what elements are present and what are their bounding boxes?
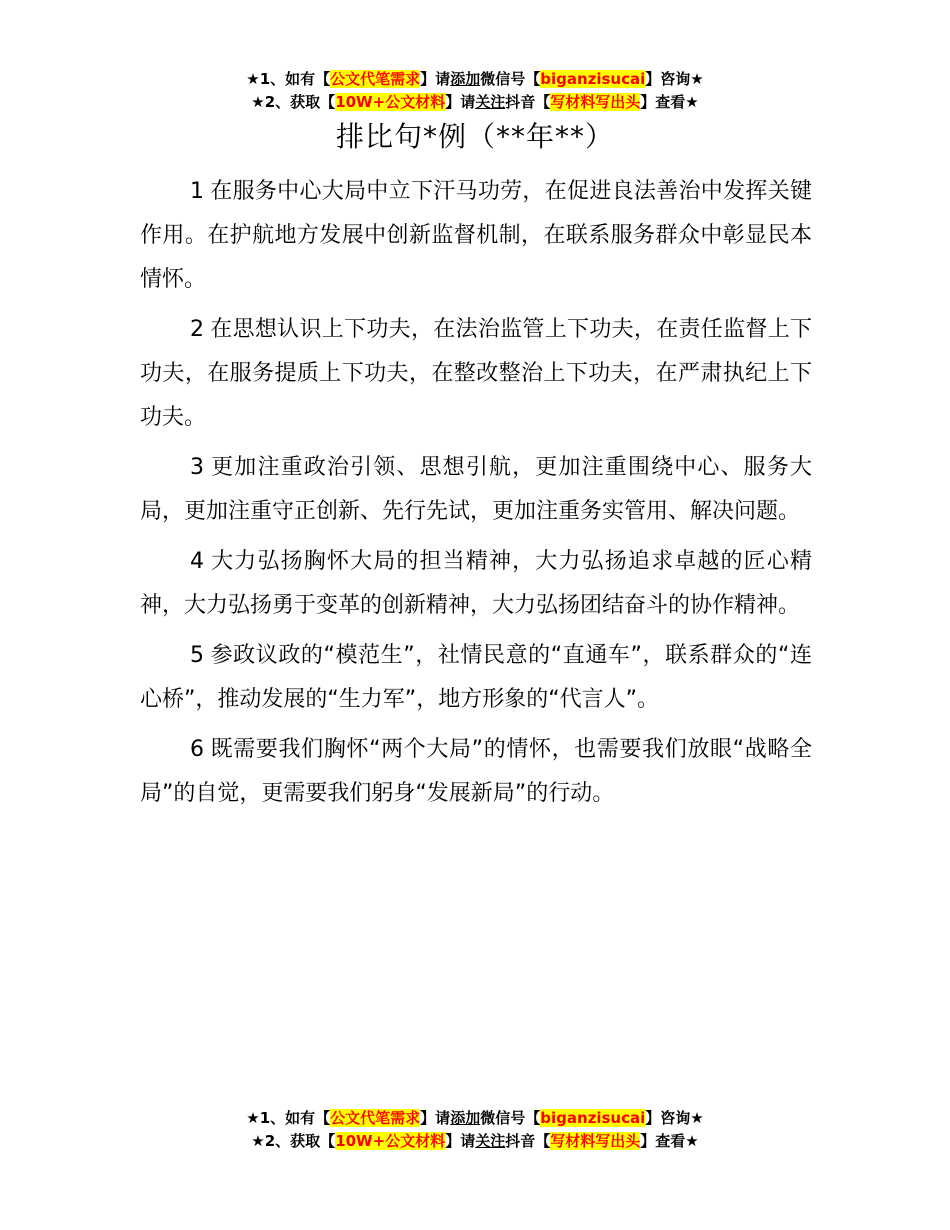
promo-line-2: ★2、获取【10W+公文材料】请关注抖音【写材料写出头】查看★ bbox=[251, 93, 699, 111]
highlight-douyin: 写材料写出头 bbox=[550, 1132, 641, 1150]
paragraph-1: 1 在服务中心大局中立下汗马功劳，在促进良法善治中发挥关键作用。在护航地方发展中创新监督机制，在联系服务群众中彰显民本情怀。 bbox=[140, 179, 812, 292]
footer-promo-banner bbox=[0, 1107, 950, 1153]
paragraph-2: 2 在思想认识上下功夫，在法治监管上下功夫，在责任监督上下功夫，在服务提质上下功夫，在整改整治上下功夫，在严肃执纪上下功夫。 bbox=[140, 317, 812, 430]
highlight-wechat-id: biganzisucai bbox=[540, 70, 646, 88]
paragraph-3: 3 更加注重政治引领、思想引航，更加注重围绕中心、服务大局，更加注重守正创新、先行先试，更加注重务实管用、解决问题。 bbox=[140, 455, 812, 524]
highlight-materials: 10W+公文材料 bbox=[335, 93, 446, 111]
highlight-service: 公文代笔需求 bbox=[330, 70, 421, 88]
document-title: 排比句*例（**年**） bbox=[335, 120, 614, 153]
highlight-service: 公文代笔需求 bbox=[330, 1109, 421, 1127]
paragraph-6: 6 既需要我们胸怀“两个大局”的情怀，也需要我们放眼“战略全局”的自觉，更需要我们躬身“发展新局”的行动。 bbox=[140, 737, 812, 806]
header-promo-banner bbox=[0, 68, 950, 114]
paragraph-5: 5 参政议政的“模范生”，社情民意的“直通车”，联系群众的“连心桥”，推动发展的“生力军”，地方形象的“代言人”。 bbox=[140, 643, 812, 712]
highlight-materials: 10W+公文材料 bbox=[335, 1132, 446, 1150]
paragraph-4: 4 大力弘扬胸怀大局的担当精神，大力弘扬追求卓越的匠心精神，大力弘扬勇于变革的创新精神，大力弘扬团结奋斗的协作精神。 bbox=[140, 549, 812, 618]
promo-line-2: ★2、获取【10W+公文材料】请关注抖音【写材料写出头】查看★ bbox=[251, 1132, 699, 1150]
promo-line-1: ★1、如有【公文代笔需求】请添加微信号【biganzisucai】咨询★ bbox=[246, 70, 704, 88]
highlight-douyin: 写材料写出头 bbox=[550, 93, 641, 111]
promo-line-1: ★1、如有【公文代笔需求】请添加微信号【biganzisucai】咨询★ bbox=[246, 1109, 704, 1127]
highlight-wechat-id: biganzisucai bbox=[540, 1109, 646, 1127]
document-body bbox=[140, 170, 812, 822]
